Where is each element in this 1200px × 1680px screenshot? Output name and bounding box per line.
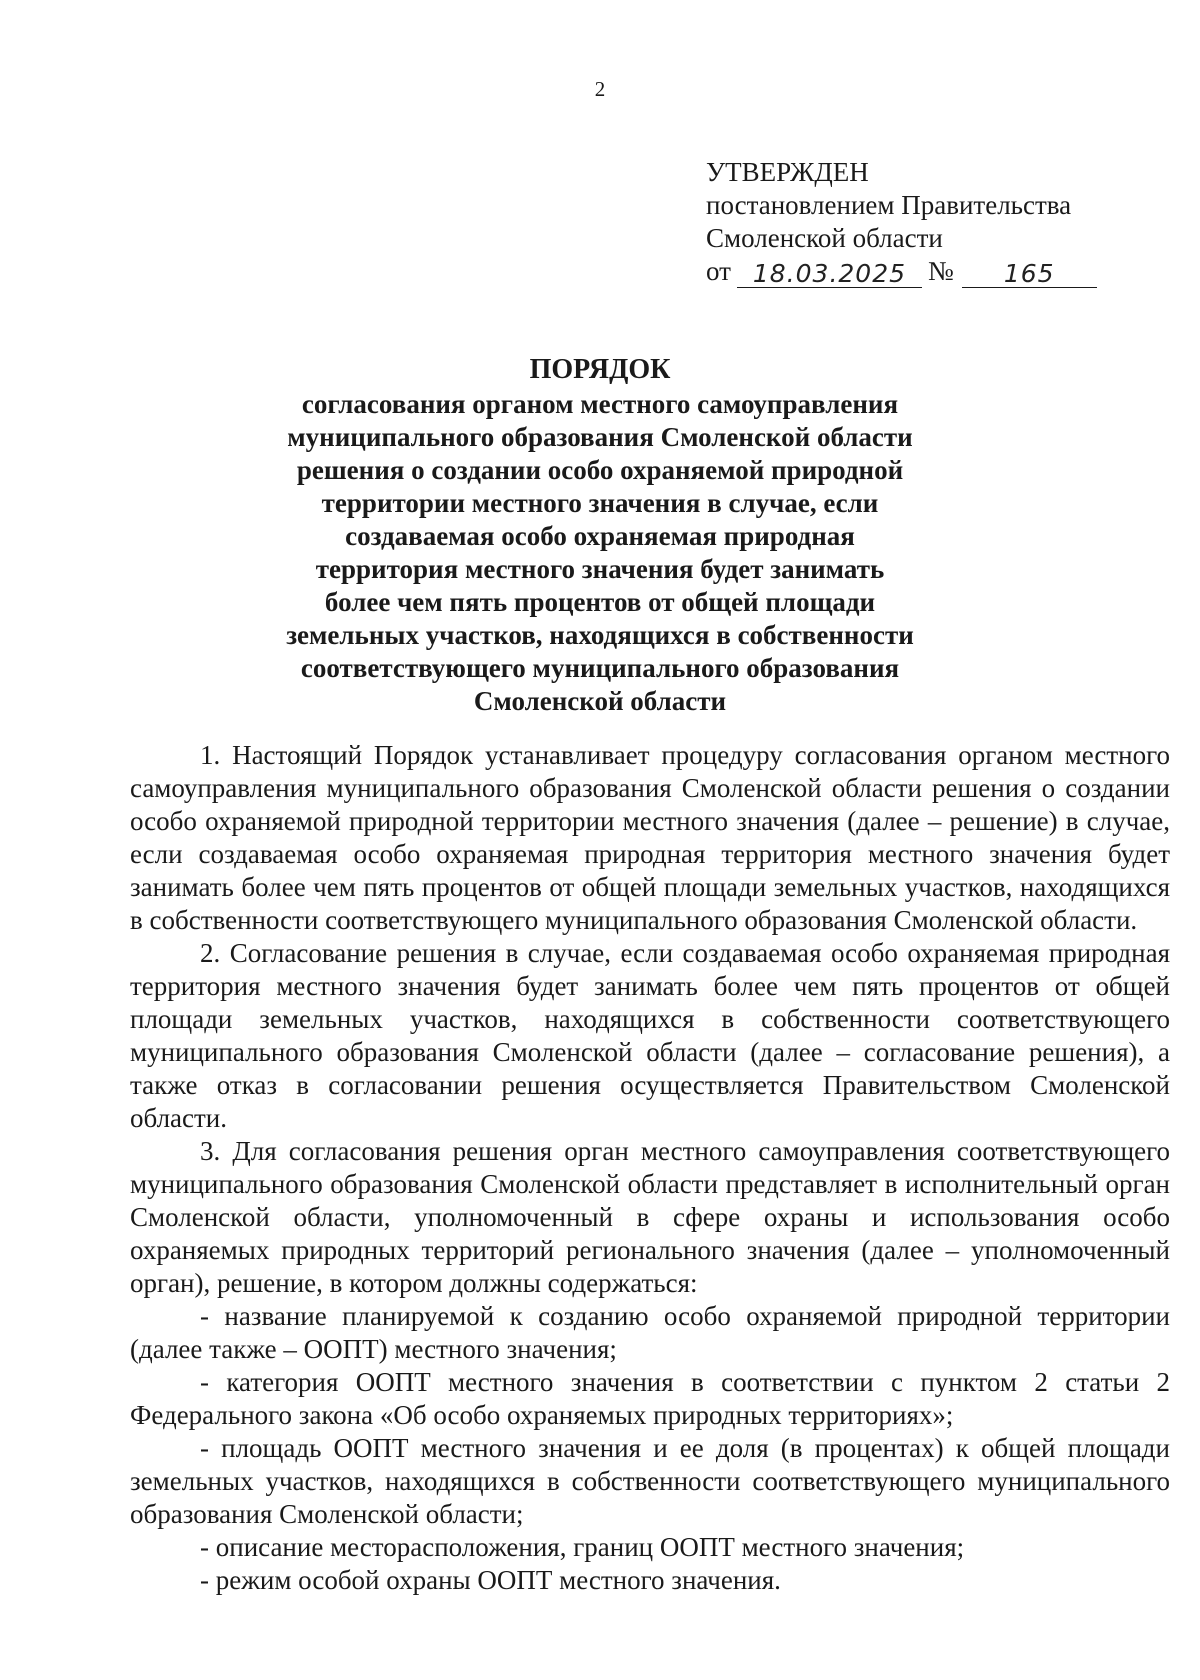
title-subtitle <box>130 388 1070 718</box>
paragraph-2: 2. Согласование решения в случае, если создаваемая особо охраняемая природная территория местного значения будет занимать более чем пять процентов от общей площади земельных участков, находящихся в собственности соответствующего муниципального образования Смоленской области (далее – согласование решения), а также отказ в согласовании решения осуществляется Правительством Смоленской области. <box>130 938 1170 1133</box>
subtitle-line: Смоленской области <box>473 686 727 716</box>
handwritten-number: 165 <box>962 261 1097 288</box>
approval-heading: УТВЕРЖДЕН <box>706 157 869 187</box>
paragraph-3: 3. Для согласования решения орган местного самоуправления соответствующего муниципального образования Смоленской области представляет в исполнительный орган Смоленской области, уполномоченный в сфере охраны и использования особо охраняемых природных территорий регионального значения (далее – уполномоченный орган), решение, в котором должны содержаться: <box>130 1136 1170 1298</box>
approval-date-line <box>706 255 1097 288</box>
approval-stamp <box>706 156 1097 288</box>
paragraph-1: 1. Настоящий Порядок устанавливает процедуру согласования органом местного самоуправления муниципального образования Смоленской области решения о создании особо охраняемой природной территории местного значения (далее – решение) в случае, если создаваемая особо охраняемая природная территория местного значения будет занимать более чем пять процентов от общей площади земельных участков, находящихся в собственности соответствующего муниципального образования Смоленской области. <box>130 740 1170 935</box>
page-number: 2 <box>594 77 606 101</box>
subtitle-line: территория местного значения будет занимать <box>315 554 885 584</box>
title-main: ПОРЯДОК <box>529 354 671 385</box>
approval-line-1: постановлением Правительства <box>706 190 1072 220</box>
list-item: - категория ООПТ местного значения в соответствии с пунктом 2 статьи 2 Федерального закона «Об особо охраняемых природных территориях»; <box>130 1367 1170 1430</box>
list-item: - режим особой охраны ООПТ местного значения. <box>200 1565 781 1595</box>
list-item: - название планируемой к созданию особо охраняемой природной территории (далее также – ООПТ) местного значения; <box>130 1301 1170 1364</box>
subtitle-line: соответствующего муниципального образования <box>300 653 900 683</box>
number-sign: № <box>927 256 954 286</box>
list-item: - описание месторасположения, границ ООПТ местного значения; <box>200 1532 965 1562</box>
date-prefix: от <box>706 256 731 286</box>
subtitle-line: муниципального образования Смоленской области <box>287 422 913 452</box>
subtitle-line: более чем пять процентов от общей площади <box>324 587 876 617</box>
list-item: - площадь ООПТ местного значения и ее доля (в процентах) к общей площади земельных участков, находящихся в собственности соответствующего муниципального образования Смоленской области; <box>130 1433 1170 1529</box>
document-body <box>130 739 1170 1597</box>
subtitle-line: согласования органом местного самоуправления <box>301 389 899 419</box>
handwritten-date: 18.03.2025 <box>737 261 922 288</box>
subtitle-line: создаваемая особо охраняемая природная <box>345 521 855 551</box>
subtitle-line: решения о создании особо охраняемой природной <box>296 455 904 485</box>
approval-line-2: Смоленской области <box>706 223 943 253</box>
subtitle-line: территории местного значения в случае, если <box>321 488 879 518</box>
subtitle-line: земельных участков, находящихся в собственности <box>286 620 914 650</box>
document-title <box>130 353 1070 718</box>
